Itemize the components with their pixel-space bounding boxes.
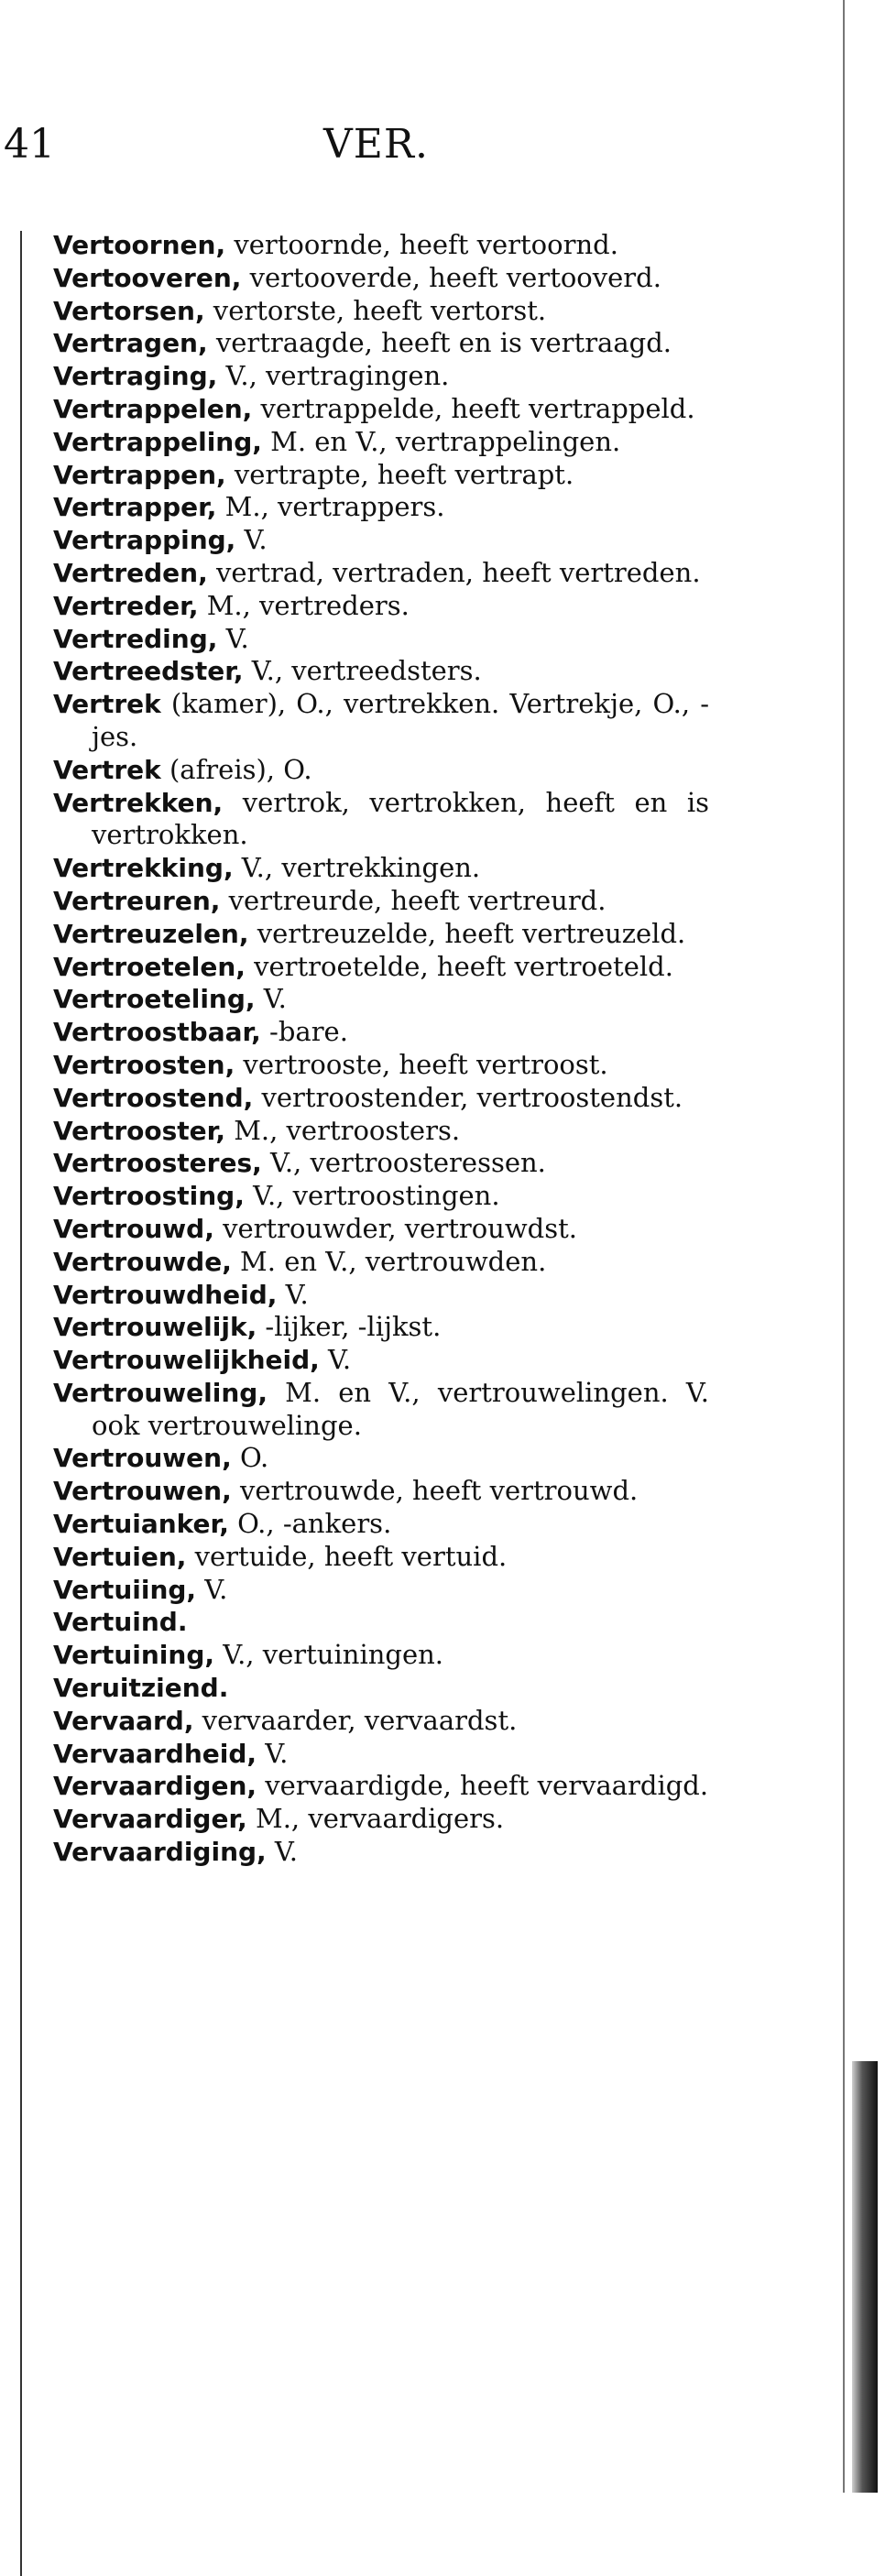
dictionary-entry [53,1738,709,1771]
entry-headword: Vertreden, [53,557,208,588]
entry-headword: Vertraging, [53,361,218,392]
entry-definition: vertrapte, heeft vertrapt. [225,458,574,490]
dictionary-entry [53,1279,709,1312]
entry-definition: V. [255,983,287,1015]
entry-definition: vertuide, heeft vertuid. [186,1540,508,1572]
dictionary-entry [53,1180,709,1213]
entry-headword: Vertrooster, [53,1115,225,1146]
book-spine-edge [852,2061,878,2493]
dictionary-entry [53,655,709,688]
entry-definition: V., vertroosteressen. [261,1147,546,1179]
dictionary-entry [53,1541,709,1574]
entry-definition: V. [196,1573,228,1605]
entry-definition: vertrok, vertrokken, heeft en is vertrokken. [92,786,709,851]
entry-headword: Vervaardiging, [53,1837,267,1868]
entry-definition: V. [319,1344,352,1376]
entry-headword: Vertrouwd, [53,1213,214,1244]
entry-headword: Vertreder, [53,590,199,621]
entry-headword: Vertuiing, [53,1574,197,1605]
entry-definition: vertreurde, heeft vertreurd. [220,884,606,916]
dictionary-entry [53,1836,709,1869]
entry-definition: M., vervaardigers. [246,1803,505,1835]
entry-definition: V., vertreedsters. [243,655,482,687]
entry-headword: Vervaardiger, [53,1804,247,1835]
entry-definition: vertrooste, heeft vertroost. [235,1048,608,1080]
dictionary-entry [53,327,709,360]
entry-definition: vertraagde, heeft en is vertraagd. [207,327,672,359]
dictionary-entry [53,1442,709,1475]
page-header [0,117,696,172]
entry-definition: vertroetelde, heeft vertroeteld. [245,950,673,982]
entry-headword: Vertrekking, [53,853,234,884]
entry-headword: Vertroetelen, [53,951,246,982]
entry-definition: V. [217,622,249,654]
entry-headword: Vertragen, [53,328,208,359]
dictionary-entry [53,787,709,853]
dictionary-entry [53,426,709,459]
dictionary-entry [53,1475,709,1508]
running-head: VER. [323,121,430,168]
dictionary-entry [53,1770,709,1803]
entry-definition: (kamer), O., vertrekken. Vertrekje, O., -jes. [92,688,709,752]
dictionary-entries [53,229,709,1869]
entry-definition: vervaarder, vervaardst. [193,1704,518,1736]
dictionary-entry [53,1016,709,1049]
entry-headword: Vertrekken, [53,787,224,818]
entry-headword: Vertrapper, [53,492,217,523]
entry-definition: V. [257,1737,289,1769]
entry-headword: Vertrouwen, [53,1443,232,1474]
dictionary-entry [53,557,709,590]
dictionary-entry [53,1082,709,1115]
dictionary-entry [53,1803,709,1836]
dictionary-entry [53,852,709,885]
dictionary-entry [53,623,709,656]
entry-headword: Vertroosting, [53,1181,245,1212]
page-number: 41 [4,121,55,168]
entry-headword: Vertrapping, [53,525,236,556]
entry-definition: -bare. [260,1016,348,1048]
dictionary-entry [53,1311,709,1344]
dictionary-entry [53,1574,709,1607]
dictionary-entry [53,1606,709,1639]
dictionary-entry [53,524,709,557]
dictionary-entry [53,491,709,524]
entry-definition: vertreuzelde, heeft vertreuzeld. [248,917,686,949]
dictionary-entry [53,590,709,623]
entry-definition: vertrouwder, vertrouwdst. [213,1212,578,1244]
entry-definition: vertorste, heeft vertorst. [204,294,547,326]
entry-definition: M., vertreders. [198,589,410,621]
entry-headword: Vertuind. [53,1607,188,1638]
dictionary-entry [53,1246,709,1279]
entry-definition: -lijker, -lijkst. [257,1311,442,1343]
dictionary-entry [53,1344,709,1377]
entry-definition: V., vertrekkingen. [233,852,481,884]
entry-headword: Vertrappeling, [53,426,262,457]
dictionary-entry [53,983,709,1016]
dictionary-entry [53,1377,709,1443]
entry-definition: M. en V., vertrouwden. [231,1245,547,1277]
dictionary-entry [53,360,709,393]
entry-definition: vertrappelde, heeft vertrappeld. [252,392,695,424]
entry-headword: Vertuien, [53,1541,187,1572]
dictionary-entry [53,1672,709,1705]
entry-headword: Vertrappelen, [53,393,253,424]
entry-headword: Vertooveren, [53,262,242,293]
entry-definition: vertrouwde, heeft vertrouwd. [231,1475,639,1507]
dictionary-entry [53,1049,709,1082]
entry-headword: Vertrouwen, [53,1476,232,1507]
entry-definition: O. [231,1442,269,1474]
dictionary-entry [53,459,709,492]
entry-definition: M. en V., vertrouwelingen. V. ook vertrouwelinge. [92,1376,709,1441]
entry-headword: Vertreding, [53,623,218,654]
dictionary-entry [53,918,709,951]
entry-definition: M., vertroosters. [224,1114,461,1146]
dictionary-entry [53,295,709,328]
entry-headword: Vertrouwde, [53,1246,232,1277]
dictionary-entry [53,262,709,295]
entry-headword: Vertroosten, [53,1049,235,1080]
entry-headword: Vertorsen, [53,295,205,326]
entry-definition: vertrad, vertraden, heeft vertreden. [207,556,701,588]
entry-headword: Vertoornen, [53,230,226,260]
entry-definition: V. [277,1278,309,1310]
entry-headword: Vertrouweling, [53,1377,268,1408]
dictionary-entry [53,1213,709,1246]
dictionary-entry [53,393,709,426]
dictionary-entry [53,1705,709,1738]
entry-definition: V., vertroostingen. [244,1180,500,1212]
entry-headword: Veruitziend. [53,1673,229,1704]
entry-definition: vertooverde, heeft vertooverd. [241,261,661,293]
entry-definition: V., vertuiningen. [214,1639,444,1671]
entry-headword: Vertrek [53,689,161,720]
entry-headword: Vertrouwelijkheid, [53,1345,320,1376]
entry-definition: M. en V., vertrappelingen. [261,425,621,457]
dictionary-entry [53,688,709,754]
entry-headword: Vertroostbaar, [53,1017,261,1048]
entry-definition: V. [235,524,268,556]
dictionary-entry [53,754,709,787]
entry-definition: M., vertrappers. [216,491,445,523]
entry-headword: Vertuianker, [53,1509,229,1540]
entry-headword: Vertrek [53,754,161,785]
dictionary-entry [53,1508,709,1541]
dictionary-entry [53,229,709,262]
entry-definition: vervaardigde, heeft vervaardigd. [257,1770,709,1802]
dictionary-entry [53,885,709,918]
right-margin-rule [843,0,845,2493]
entry-headword: Vertreuren, [53,885,221,916]
entry-headword: Vertroostend, [53,1082,254,1113]
dictionary-entry [53,1115,709,1148]
entry-headword: Vervaard, [53,1705,194,1736]
dictionary-entry [53,1147,709,1180]
entry-definition: (afreis), O. [160,753,312,785]
entry-headword: Vertrouwdheid, [53,1279,278,1310]
entry-headword: Vertreuzelen, [53,918,249,949]
dictionary-entry [53,951,709,984]
entry-headword: Vertroosteres, [53,1148,262,1179]
entry-headword: Vervaardigen, [53,1771,257,1802]
entry-headword: Vervaardheid, [53,1738,257,1769]
entry-headword: Vertreedster, [53,656,244,687]
entry-headword: Vertrouwelijk, [53,1312,257,1343]
entry-definition: V., vertragingen. [217,360,450,392]
entry-definition: vertroostender, vertroostendst. [253,1081,683,1113]
entry-definition: O., -ankers. [228,1508,392,1540]
entry-headword: Vertrappen, [53,459,226,490]
dictionary-entry [53,1639,709,1672]
entry-headword: Vertuining, [53,1640,214,1671]
entry-definition: V. [266,1836,298,1868]
left-margin-rule [20,231,22,2576]
entry-definition: vertoornde, heeft vertoornd. [225,229,618,260]
entry-headword: Vertroeteling, [53,984,256,1015]
